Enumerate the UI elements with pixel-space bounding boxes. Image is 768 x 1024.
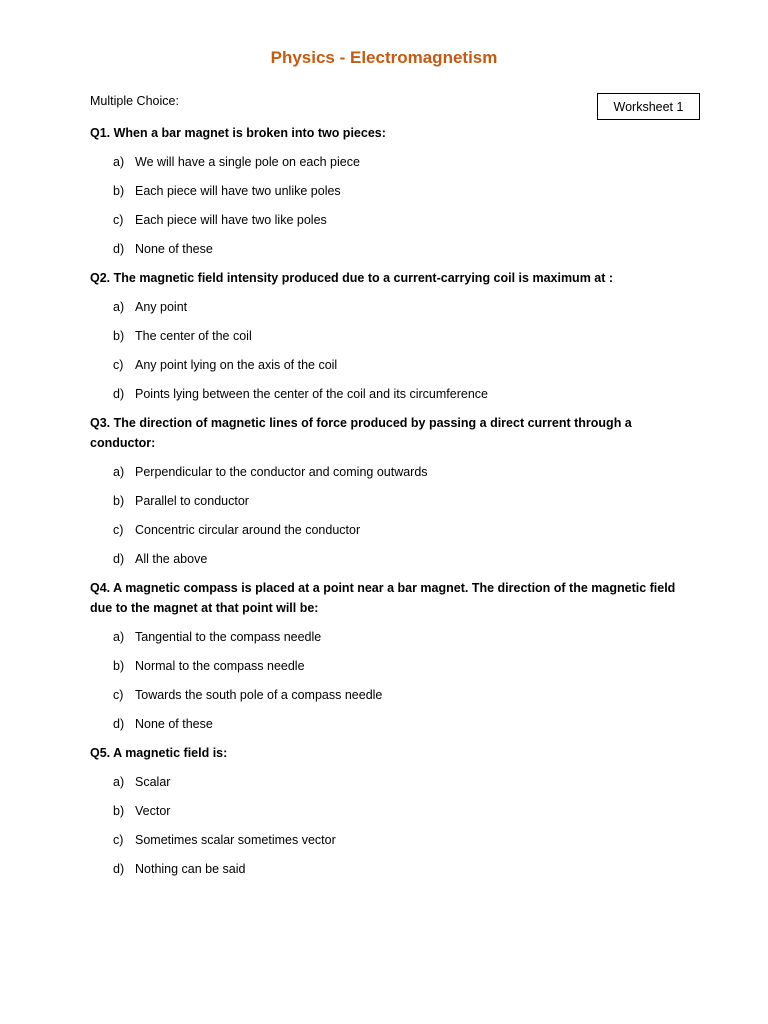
option-letter: b) (113, 659, 125, 673)
option-text: Any point lying on the axis of the coil (135, 358, 338, 372)
option-text: Each piece will have two unlike poles (135, 184, 341, 198)
question-2 (90, 268, 690, 404)
option-item (113, 152, 690, 172)
option-item (113, 239, 690, 259)
option-list (90, 627, 690, 734)
question-text: Q2. The magnetic field intensity produced due to a current-carrying coil is maximum at : (90, 271, 614, 285)
question-1 (90, 123, 690, 259)
option-text: Nothing can be said (135, 862, 246, 876)
question-text: Q3. The direction of magnetic lines of force produced by passing a direct current through a conductor: (90, 416, 632, 450)
option-text: Normal to the compass needle (135, 659, 305, 673)
option-letter: d) (113, 717, 125, 731)
option-list (90, 297, 690, 404)
worksheet-label: Worksheet 1 (613, 99, 684, 114)
option-text: None of these (135, 717, 213, 731)
option-letter: d) (113, 387, 125, 401)
option-text: Concentric circular around the conductor (135, 523, 361, 537)
worksheet-label-box (597, 93, 700, 120)
option-list (90, 152, 690, 259)
option-text: Towards the south pole of a compass needle (135, 688, 383, 702)
option-text: Sometimes scalar sometimes vector (135, 833, 336, 847)
option-letter: a) (113, 465, 125, 479)
option-letter: b) (113, 329, 125, 343)
option-item (113, 830, 690, 850)
question-text: Q4. A magnetic compass is placed at a point near a bar magnet. The direction of the magnetic field due to the magnet at that point will be: (90, 581, 676, 615)
question-5 (90, 743, 690, 879)
option-text: Vector (135, 804, 171, 818)
question-text: Q5. A magnetic field is: (90, 746, 228, 760)
option-item (113, 627, 690, 647)
option-letter: a) (113, 630, 125, 644)
option-item (113, 772, 690, 792)
option-letter: d) (113, 862, 125, 876)
option-letter: d) (113, 242, 125, 256)
option-item (113, 181, 690, 201)
option-letter: a) (113, 775, 125, 789)
option-text: Perpendicular to the conductor and coming outwards (135, 465, 428, 479)
option-text: Any point (135, 300, 188, 314)
option-item (113, 384, 690, 404)
option-item (113, 520, 690, 540)
page-title: Physics - Electromagnetism (270, 48, 498, 67)
option-list (90, 772, 690, 879)
option-letter: c) (113, 523, 124, 537)
option-item (113, 297, 690, 317)
option-letter: b) (113, 184, 125, 198)
option-letter: c) (113, 213, 124, 227)
question-4 (90, 578, 690, 734)
option-item (113, 355, 690, 375)
option-letter: c) (113, 833, 124, 847)
option-list (90, 462, 690, 569)
option-text: We will have a single pole on each piece (135, 155, 360, 169)
option-letter: b) (113, 804, 125, 818)
option-letter: d) (113, 552, 125, 566)
option-text: Points lying between the center of the coil and its circumference (135, 387, 488, 401)
option-item (113, 491, 690, 511)
option-item (113, 656, 690, 676)
option-item (113, 685, 690, 705)
option-text: None of these (135, 242, 213, 256)
option-item (113, 801, 690, 821)
option-letter: c) (113, 358, 124, 372)
option-letter: b) (113, 494, 125, 508)
option-letter: a) (113, 300, 125, 314)
question-list (90, 123, 690, 879)
option-item (113, 210, 690, 230)
option-letter: c) (113, 688, 124, 702)
option-item (113, 714, 690, 734)
option-text: Parallel to conductor (135, 494, 249, 508)
question-3 (90, 413, 690, 569)
option-item (113, 859, 690, 879)
option-text: Scalar (135, 775, 171, 789)
option-text: Tangential to the compass needle (135, 630, 322, 644)
option-text: All the above (135, 552, 208, 566)
option-letter: a) (113, 155, 125, 169)
option-item (113, 462, 690, 482)
question-text: Q1. When a bar magnet is broken into two pieces: (90, 126, 386, 140)
option-text: The center of the coil (135, 329, 252, 343)
option-text: Each piece will have two like poles (135, 213, 327, 227)
option-item (113, 326, 690, 346)
option-item (113, 549, 690, 569)
section-label: Multiple Choice: (90, 94, 179, 108)
